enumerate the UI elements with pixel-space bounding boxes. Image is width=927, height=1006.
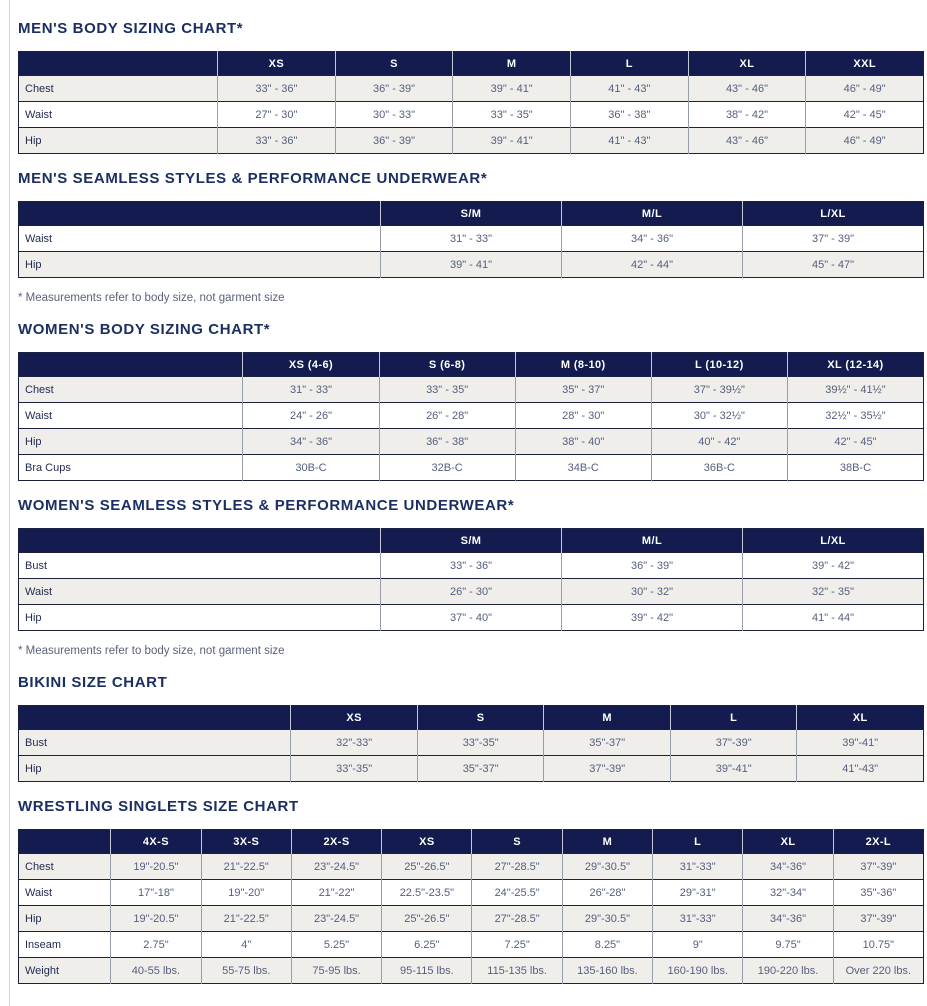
- size-column-header: L: [670, 706, 797, 730]
- size-value-cell: 31" - 33": [243, 377, 379, 403]
- size-value-cell: 32" - 35": [743, 579, 924, 605]
- size-value-cell: 37"-39": [833, 906, 923, 932]
- size-value-cell: 36" - 39": [335, 128, 453, 154]
- size-value-cell: 37"-39": [544, 756, 671, 782]
- measurement-footnote: * Measurements refer to body size, not garment size: [18, 645, 285, 657]
- size-value-cell: 17"-18": [111, 880, 201, 906]
- size-column-header: XS: [382, 830, 472, 854]
- row-label: Waist: [19, 226, 381, 252]
- size-value-cell: 38" - 42": [688, 102, 806, 128]
- size-value-cell: 8.25": [562, 932, 652, 958]
- row-label: Bust: [19, 553, 381, 579]
- size-column-header: L: [653, 830, 743, 854]
- size-value-cell: 2.75": [111, 932, 201, 958]
- size-value-cell: 42" - 45": [787, 429, 923, 455]
- size-value-cell: 36" - 39": [562, 553, 743, 579]
- table-row: [19, 605, 924, 631]
- size-value-cell: 39" - 42": [743, 553, 924, 579]
- size-value-cell: 30" - 32": [562, 579, 743, 605]
- size-column-header: S: [417, 706, 544, 730]
- size-value-cell: 34B-C: [515, 455, 651, 481]
- row-label: Hip: [19, 756, 291, 782]
- size-value-cell: 31" - 33": [381, 226, 562, 252]
- section-title-womens-seamless: WOMEN'S SEAMLESS STYLES & PERFORMANCE UNDERWEAR*: [18, 497, 515, 514]
- size-column-header: XXL: [806, 52, 924, 76]
- section-title-mens-body: MEN'S BODY SIZING CHART*: [18, 20, 244, 37]
- table-row: [19, 403, 924, 429]
- size-value-cell: 19"-20.5": [111, 906, 201, 932]
- size-column-header: S/M: [381, 202, 562, 226]
- size-value-cell: 39½" - 41½": [787, 377, 923, 403]
- size-value-cell: 45" - 47": [743, 252, 924, 278]
- size-column-header: S/M: [381, 529, 562, 553]
- corner-cell: [19, 706, 291, 730]
- size-value-cell: 42" - 45": [806, 102, 924, 128]
- size-value-cell: 34"-36": [743, 854, 833, 880]
- size-value-cell: 38B-C: [787, 455, 923, 481]
- size-column-header: XL: [797, 706, 924, 730]
- size-value-cell: 41" - 43": [571, 128, 689, 154]
- size-value-cell: 160-190 lbs.: [653, 958, 743, 984]
- size-column-header: 3X-S: [201, 830, 291, 854]
- row-label: Hip: [19, 605, 381, 631]
- size-value-cell: 22.5"-23.5": [382, 880, 472, 906]
- size-value-cell: 9.75": [743, 932, 833, 958]
- table-row: [19, 226, 924, 252]
- size-value-cell: 31"-33": [653, 854, 743, 880]
- row-label: Chest: [19, 76, 218, 102]
- size-value-cell: 55-75 lbs.: [201, 958, 291, 984]
- header-row: [19, 529, 924, 553]
- table-row: [19, 906, 924, 932]
- size-value-cell: 37"-39": [833, 854, 923, 880]
- size-column-header: S: [335, 52, 453, 76]
- size-value-cell: 29"-31": [653, 880, 743, 906]
- table-row: [19, 76, 924, 102]
- mens-body-sizing-table: [18, 51, 924, 154]
- size-value-cell: 34"-36": [743, 906, 833, 932]
- section-mens-seamless: [18, 171, 924, 305]
- size-value-cell: 33"-35": [291, 756, 418, 782]
- header-row: [19, 353, 924, 377]
- size-value-cell: 27" - 30": [218, 102, 336, 128]
- section-bikini: [18, 675, 924, 782]
- header-row: [19, 706, 924, 730]
- size-value-cell: 39"-41": [797, 730, 924, 756]
- row-label: Chest: [19, 377, 243, 403]
- table-row: [19, 756, 924, 782]
- size-value-cell: 30B-C: [243, 455, 379, 481]
- womens-body-sizing-table: [18, 352, 924, 481]
- size-value-cell: 95-115 lbs.: [382, 958, 472, 984]
- row-label: Inseam: [19, 932, 111, 958]
- size-value-cell: 30" - 32½": [651, 403, 787, 429]
- size-value-cell: 34" - 36": [243, 429, 379, 455]
- size-value-cell: 33" - 36": [218, 76, 336, 102]
- size-column-header: L (10-12): [651, 353, 787, 377]
- table-row: [19, 880, 924, 906]
- size-value-cell: 33"-35": [417, 730, 544, 756]
- size-column-header: L/XL: [743, 529, 924, 553]
- table-row: [19, 252, 924, 278]
- section-title-wrestling: WRESTLING SINGLETS SIZE CHART: [18, 798, 299, 815]
- size-value-cell: 23"-24.5": [291, 854, 381, 880]
- size-value-cell: 21"-22": [291, 880, 381, 906]
- size-column-header: S: [472, 830, 562, 854]
- size-value-cell: 46" - 49": [806, 76, 924, 102]
- row-label: Hip: [19, 252, 381, 278]
- size-value-cell: 36" - 39": [335, 76, 453, 102]
- section-title-mens-seamless: MEN'S SEAMLESS STYLES & PERFORMANCE UNDERWEAR*: [18, 170, 488, 187]
- table-row: [19, 932, 924, 958]
- row-label: Waist: [19, 579, 381, 605]
- size-value-cell: Over 220 lbs.: [833, 958, 923, 984]
- womens-seamless-table: [18, 528, 924, 631]
- header-row: [19, 202, 924, 226]
- page-edge-divider: [9, 0, 10, 1006]
- size-value-cell: 27"-28.5": [472, 854, 562, 880]
- size-value-cell: 135-160 lbs.: [562, 958, 652, 984]
- table-row: [19, 429, 924, 455]
- corner-cell: [19, 353, 243, 377]
- size-value-cell: 5.25": [291, 932, 381, 958]
- size-value-cell: 4": [201, 932, 291, 958]
- size-value-cell: 24"-25.5": [472, 880, 562, 906]
- size-column-header: M/L: [562, 202, 743, 226]
- size-column-header: XL: [743, 830, 833, 854]
- size-value-cell: 35"-36": [833, 880, 923, 906]
- size-value-cell: 36B-C: [651, 455, 787, 481]
- size-value-cell: 42" - 44": [562, 252, 743, 278]
- size-value-cell: 32"-34": [743, 880, 833, 906]
- size-value-cell: 40" - 42": [651, 429, 787, 455]
- size-value-cell: 9": [653, 932, 743, 958]
- header-row: [19, 830, 924, 854]
- size-value-cell: 32B-C: [379, 455, 515, 481]
- size-column-header: XS (4-6): [243, 353, 379, 377]
- size-value-cell: 35"-37": [544, 730, 671, 756]
- section-title-womens-body: WOMEN'S BODY SIZING CHART*: [18, 321, 271, 338]
- size-value-cell: 39" - 42": [562, 605, 743, 631]
- size-value-cell: 23"-24.5": [291, 906, 381, 932]
- size-value-cell: 37"-39": [670, 730, 797, 756]
- table-row: [19, 455, 924, 481]
- size-value-cell: 33" - 36": [218, 128, 336, 154]
- row-label: Hip: [19, 128, 218, 154]
- size-value-cell: 26" - 30": [381, 579, 562, 605]
- table-row: [19, 958, 924, 984]
- row-label: Waist: [19, 880, 111, 906]
- size-value-cell: 21"-22.5": [201, 906, 291, 932]
- table-row: [19, 854, 924, 880]
- size-value-cell: 32½" - 35½": [787, 403, 923, 429]
- wrestling-singlets-table: [18, 829, 924, 984]
- size-column-header: 2X-L: [833, 830, 923, 854]
- size-value-cell: 27"-28.5": [472, 906, 562, 932]
- size-value-cell: 39"-41": [670, 756, 797, 782]
- size-value-cell: 31"-33": [653, 906, 743, 932]
- size-column-header: M (8-10): [515, 353, 651, 377]
- corner-cell: [19, 202, 381, 226]
- size-column-header: M: [453, 52, 571, 76]
- table-row: [19, 579, 924, 605]
- size-value-cell: 39" - 41": [453, 128, 571, 154]
- size-value-cell: 36" - 38": [379, 429, 515, 455]
- size-value-cell: 33" - 35": [379, 377, 515, 403]
- table-row: [19, 377, 924, 403]
- size-value-cell: 43" - 46": [688, 76, 806, 102]
- size-column-header: 2X-S: [291, 830, 381, 854]
- size-value-cell: 41" - 44": [743, 605, 924, 631]
- section-wrestling-singlets: [18, 799, 924, 984]
- section-womens-seamless: [18, 498, 924, 658]
- section-mens-body-sizing: [18, 21, 924, 154]
- size-column-header: XS: [218, 52, 336, 76]
- measurement-footnote: * Measurements refer to body size, not garment size: [18, 292, 285, 304]
- size-value-cell: 6.25": [382, 932, 472, 958]
- size-value-cell: 19"-20": [201, 880, 291, 906]
- corner-cell: [19, 830, 111, 854]
- size-value-cell: 35" - 37": [515, 377, 651, 403]
- section-womens-body-sizing: [18, 322, 924, 481]
- size-value-cell: 46" - 49": [806, 128, 924, 154]
- table-row: [19, 102, 924, 128]
- row-label: Hip: [19, 429, 243, 455]
- header-row: [19, 52, 924, 76]
- size-value-cell: 75-95 lbs.: [291, 958, 381, 984]
- size-value-cell: 33" - 36": [381, 553, 562, 579]
- size-value-cell: 43" - 46": [688, 128, 806, 154]
- size-value-cell: 25"-26.5": [382, 854, 472, 880]
- size-value-cell: 38" - 40": [515, 429, 651, 455]
- size-value-cell: 40-55 lbs.: [111, 958, 201, 984]
- size-value-cell: 35"-37": [417, 756, 544, 782]
- size-value-cell: 29"-30.5": [562, 906, 652, 932]
- size-value-cell: 37" - 39": [743, 226, 924, 252]
- corner-cell: [19, 529, 381, 553]
- size-column-header: L: [571, 52, 689, 76]
- size-value-cell: 39" - 41": [453, 76, 571, 102]
- size-column-header: L/XL: [743, 202, 924, 226]
- size-column-header: S (6-8): [379, 353, 515, 377]
- size-value-cell: 26" - 28": [379, 403, 515, 429]
- size-value-cell: 28" - 30": [515, 403, 651, 429]
- table-row: [19, 553, 924, 579]
- size-value-cell: 32"-33": [291, 730, 418, 756]
- size-value-cell: 19"-20.5": [111, 854, 201, 880]
- size-value-cell: 41"-43": [797, 756, 924, 782]
- row-label: Waist: [19, 102, 218, 128]
- size-column-header: M: [544, 706, 671, 730]
- size-value-cell: 37" - 39½": [651, 377, 787, 403]
- row-label: Waist: [19, 403, 243, 429]
- size-value-cell: 24" - 26": [243, 403, 379, 429]
- size-value-cell: 33" - 35": [453, 102, 571, 128]
- row-label: Weight: [19, 958, 111, 984]
- size-value-cell: 115-135 lbs.: [472, 958, 562, 984]
- row-label: Hip: [19, 906, 111, 932]
- size-value-cell: 21"-22.5": [201, 854, 291, 880]
- size-value-cell: 39" - 41": [381, 252, 562, 278]
- size-value-cell: 29"-30.5": [562, 854, 652, 880]
- size-value-cell: 25"-26.5": [382, 906, 472, 932]
- size-column-header: 4X-S: [111, 830, 201, 854]
- size-column-header: XS: [291, 706, 418, 730]
- size-column-header: M: [562, 830, 652, 854]
- size-value-cell: 34" - 36": [562, 226, 743, 252]
- table-row: [19, 730, 924, 756]
- row-label: Chest: [19, 854, 111, 880]
- mens-seamless-table: [18, 201, 924, 278]
- size-value-cell: 30" - 33": [335, 102, 453, 128]
- table-row: [19, 128, 924, 154]
- size-column-header: XL (12-14): [787, 353, 923, 377]
- row-label: Bra Cups: [19, 455, 243, 481]
- size-value-cell: 190-220 lbs.: [743, 958, 833, 984]
- size-value-cell: 37" - 40": [381, 605, 562, 631]
- size-value-cell: 26"-28": [562, 880, 652, 906]
- row-label: Bust: [19, 730, 291, 756]
- size-column-header: M/L: [562, 529, 743, 553]
- size-value-cell: 7.25": [472, 932, 562, 958]
- size-value-cell: 10.75": [833, 932, 923, 958]
- size-column-header: XL: [688, 52, 806, 76]
- size-charts-page: [18, 21, 924, 984]
- size-value-cell: 41" - 43": [571, 76, 689, 102]
- size-value-cell: 36" - 38": [571, 102, 689, 128]
- corner-cell: [19, 52, 218, 76]
- section-title-bikini: BIKINI SIZE CHART: [18, 674, 168, 691]
- bikini-size-table: [18, 705, 924, 782]
